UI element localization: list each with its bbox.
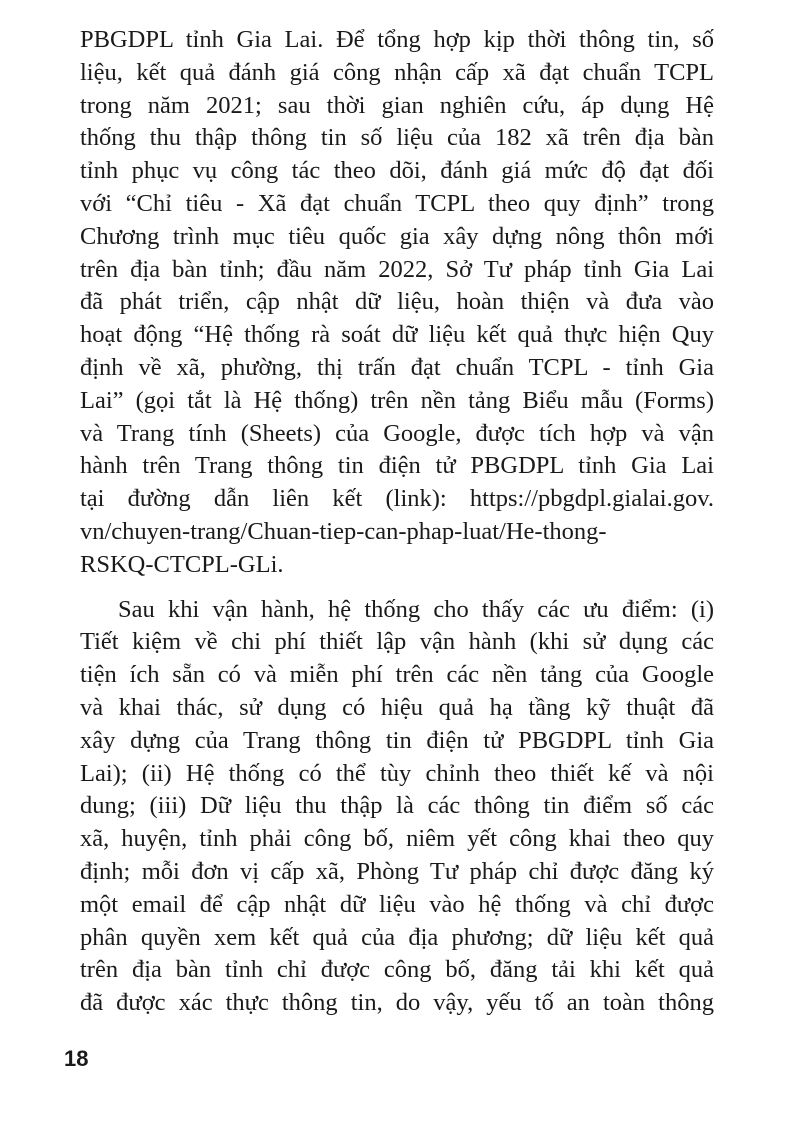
text-line: đã được xác thực thông tin, do vậy, yếu tố an toàn thông bbox=[80, 989, 714, 1017]
text-line: PBGDPL tỉnh Gia Lai. Để tổng hợp kịp thời thông tin, số bbox=[80, 26, 714, 53]
text-line: RSKQ-CTCPL-GLi. bbox=[80, 550, 284, 578]
text-line: xã, huyện, tỉnh phải công bố, niêm yết công khai theo quy bbox=[80, 825, 714, 853]
text-line: định; mỗi đơn vị cấp xã, Phòng Tư pháp chỉ được đăng ký bbox=[80, 857, 714, 885]
text-line: tỉnh phục vụ công tác theo dõi, đánh giá mức độ đạt đối bbox=[80, 157, 714, 185]
paragraph-2 bbox=[80, 594, 714, 1020]
text-line: dung; (iii) Dữ liệu thu thập là các thông tin điểm số các bbox=[80, 792, 714, 820]
text-line: và khai thác, sử dụng có hiệu quả hạ tầng kỹ thuật đã bbox=[80, 693, 714, 721]
text-line: trên địa bàn tỉnh; đầu năm 2022, Sở Tư pháp tỉnh Gia Lai bbox=[80, 255, 714, 283]
text-line: tiện ích sẵn có và miễn phí trên các nền tảng của Google bbox=[80, 661, 714, 689]
text-line: một email để cập nhật dữ liệu vào hệ thống và chỉ được bbox=[80, 890, 714, 918]
text-line: Tiết kiệm về chi phí thiết lập vận hành (khi sử dụng các bbox=[80, 628, 714, 656]
text-line: Lai” (gọi tắt là Hệ thống) trên nền tảng Biểu mẫu (Forms) bbox=[80, 386, 714, 414]
body-text bbox=[80, 24, 714, 1020]
text-line: thống thu thập thông tin số liệu của 182 xã trên địa bàn bbox=[80, 124, 714, 152]
text-line: với “Chỉ tiêu - Xã đạt chuẩn TCPL theo quy định” trong bbox=[80, 189, 714, 217]
text-line: Sau khi vận hành, hệ thống cho thấy các ưu điểm: (i) bbox=[118, 595, 714, 623]
text-line: hoạt động “Hệ thống rà soát dữ liệu kết quả thực hiện Quy bbox=[80, 321, 714, 349]
page-number: 18 bbox=[64, 1046, 89, 1071]
text-line: hành trên Trang thông tin điện tử PBGDPL tỉnh Gia Lai bbox=[80, 452, 714, 480]
text-line: và Trang tính (Sheets) của Google, được tích hợp và vận bbox=[80, 419, 714, 447]
text-line: Chương trình mục tiêu quốc gia xây dựng nông thôn mới bbox=[80, 222, 714, 250]
text-line: xây dựng của Trang thông tin điện tử PBGDPL tỉnh Gia bbox=[80, 726, 714, 754]
text-line: đã phát triển, cập nhật dữ liệu, hoàn thiện và đưa vào bbox=[80, 288, 714, 316]
text-line: trong năm 2021; sau thời gian nghiên cứu, áp dụng Hệ bbox=[80, 91, 714, 119]
text-line: trên địa bàn tỉnh chỉ được công bố, đăng tải khi kết quả bbox=[80, 956, 714, 984]
text-line: tại đường dẫn liên kết (link): https://pbgdpl.gialai.gov. bbox=[80, 485, 714, 513]
text-line: phân quyền xem kết quả của địa phương; dữ liệu kết quả bbox=[80, 923, 714, 951]
text-line: định về xã, phường, thị trấn đạt chuẩn TCPL - tỉnh Gia bbox=[80, 353, 714, 381]
paragraph-1 bbox=[80, 24, 714, 582]
text-line: liệu, kết quả đánh giá công nhận cấp xã đạt chuẩn TCPL bbox=[80, 58, 714, 86]
text-line: Lai); (ii) Hệ thống có thể tùy chỉnh theo thiết kế và nội bbox=[80, 759, 714, 787]
text-line: vn/chuyen-trang/Chuan-tiep-can-phap-luat/He-thong- bbox=[80, 517, 607, 545]
